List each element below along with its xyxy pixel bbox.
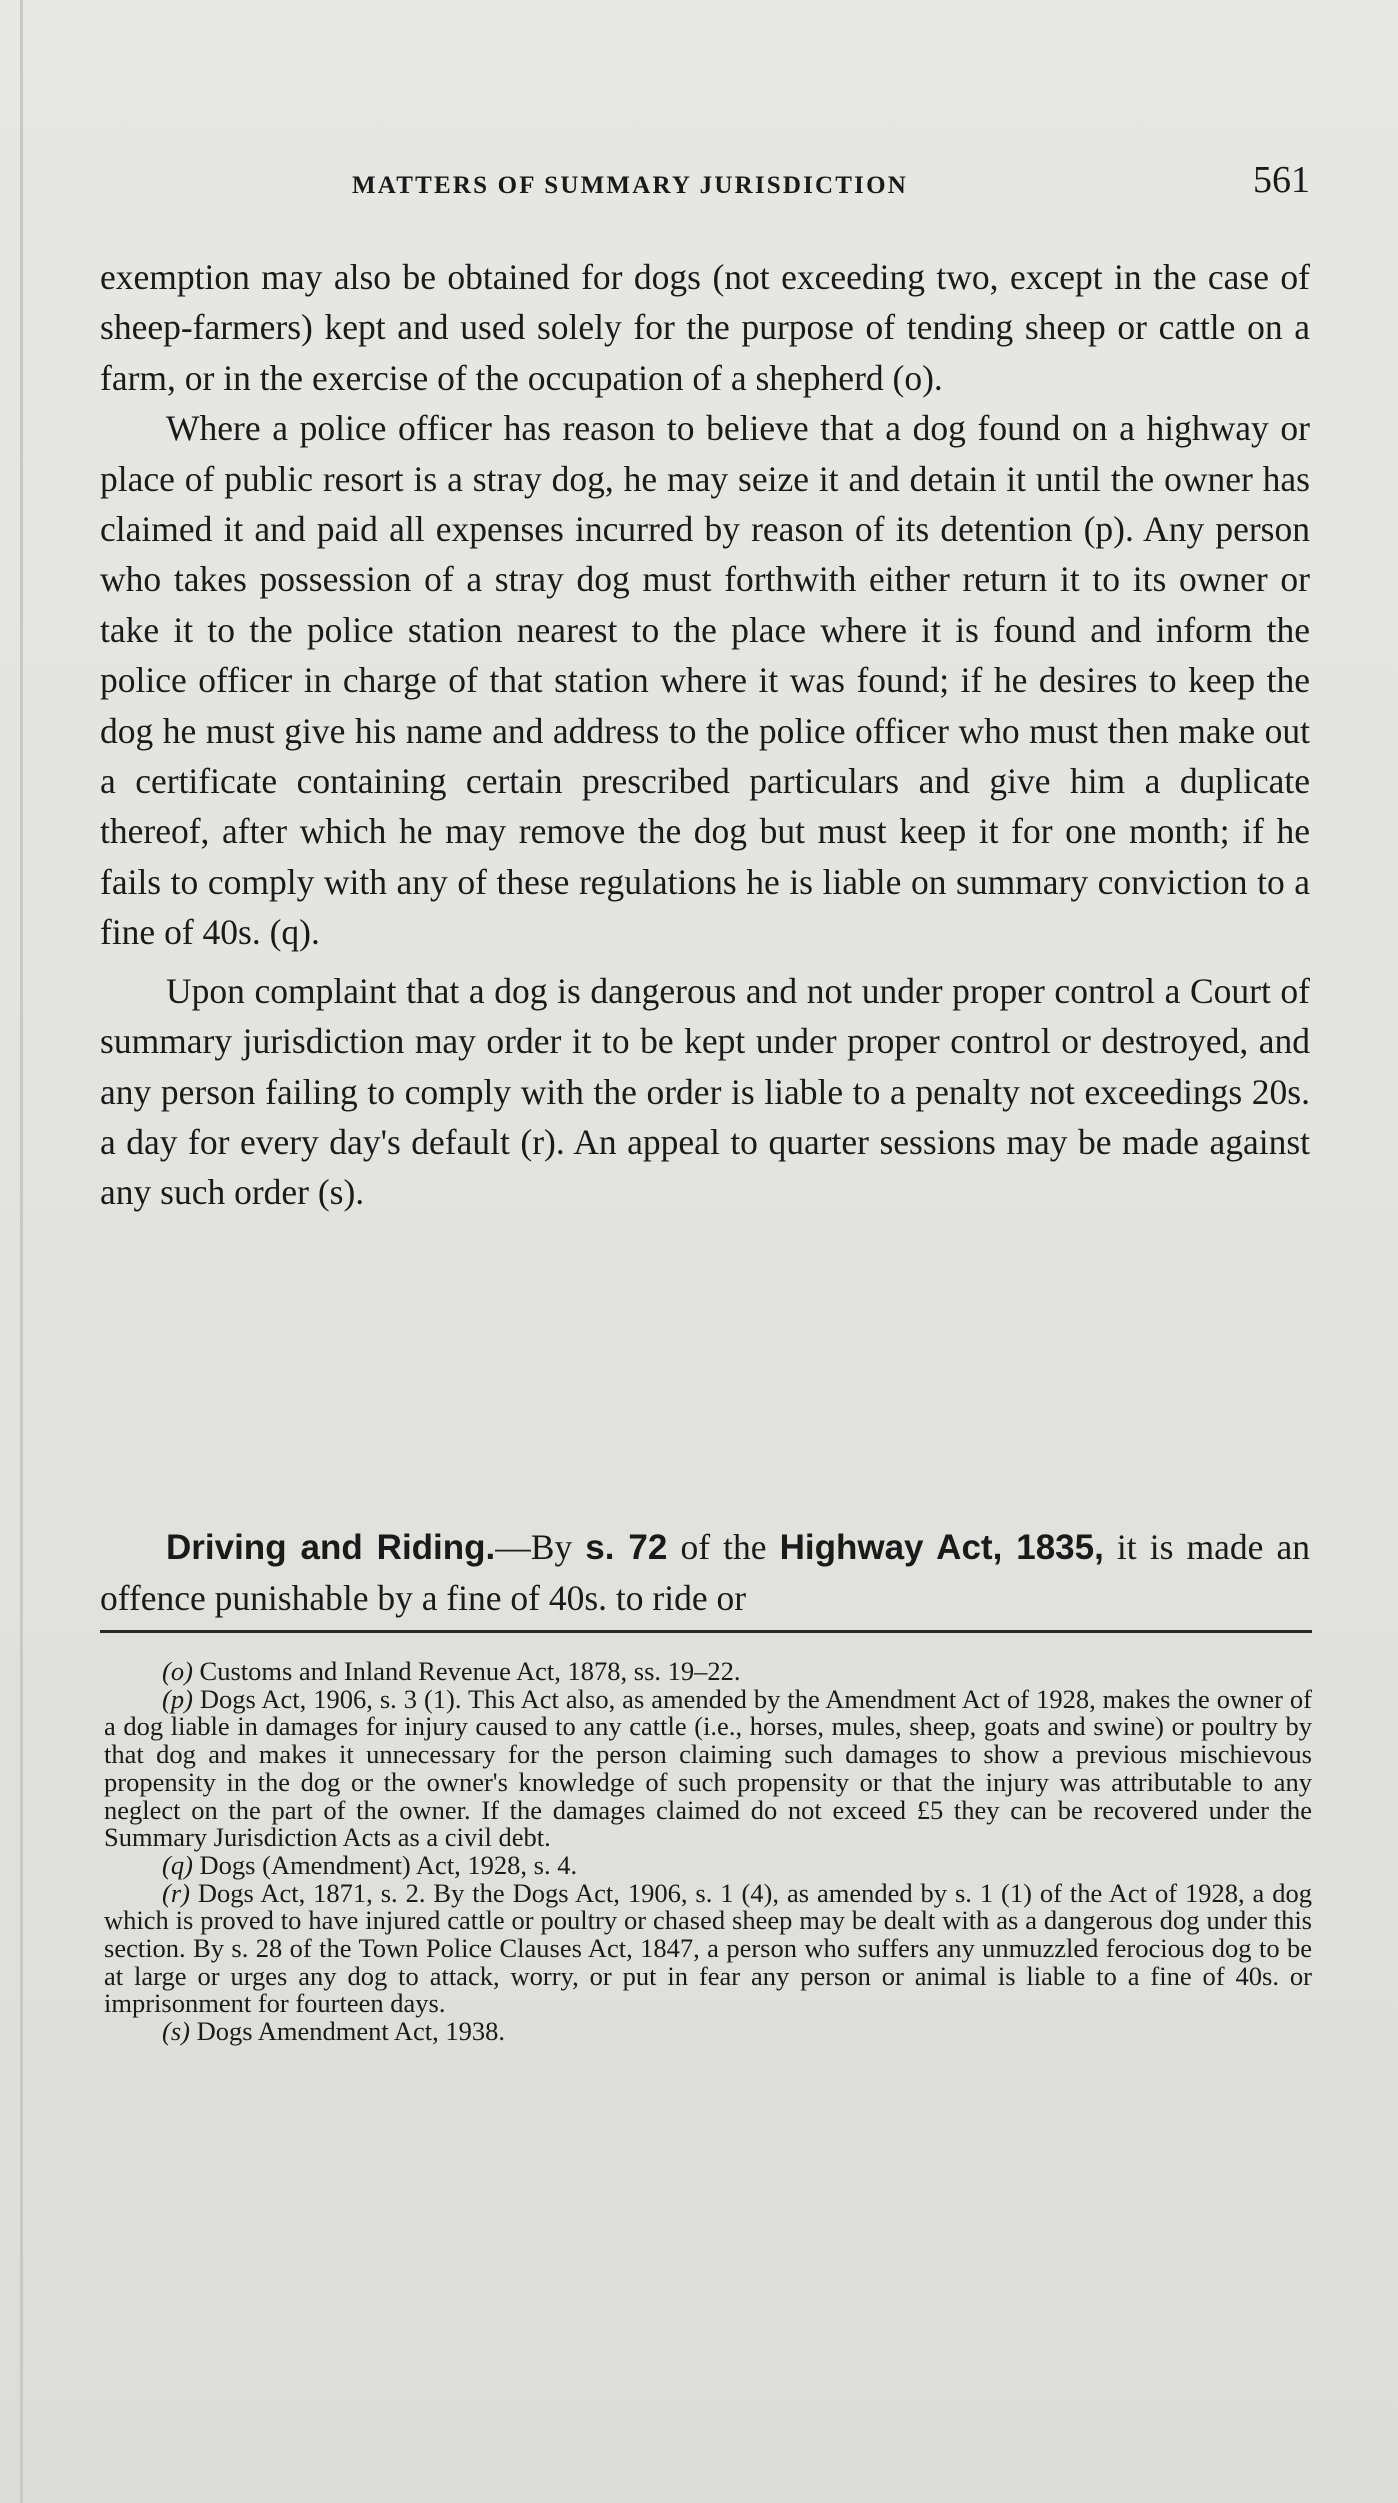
section-driving-riding bbox=[100, 1522, 1310, 1624]
footnote-mark: (p) bbox=[162, 1683, 193, 1714]
footnote-q bbox=[104, 1849, 1312, 1880]
footnote-mark: (q) bbox=[162, 1849, 193, 1880]
footnote-o bbox=[104, 1658, 1312, 1686]
section-ref: s. 72 bbox=[585, 1528, 668, 1567]
page-header bbox=[100, 158, 1310, 208]
footnote-text: Dogs Act, 1871, s. 2. By the Dogs Act, 1906, s. 1 (4), as amended by s. 1 (1) of the Act of 1928, a dog which is proved to have injured cattle or poultry or chased sheep may be dealt with as a dangerous dog under this section. By s. 28 of the Town Police Clauses Act, 1847, a person who suffers any unmuzzled ferocious dog to be at large or urges any dog to attack, worry, or put in fear any person or animal is liable to a fine of 40s. or imprisonment for fourteen days. bbox=[104, 1877, 1312, 2019]
footnotes bbox=[104, 1658, 1312, 2046]
page-number: 561 bbox=[1253, 159, 1310, 201]
footnote-text: Dogs Act, 1906, s. 3 (1). This Act also, as amended by the Amendment Act of 1928, makes the owner of a dog liable in damages for injury caused to any cattle (i.e., horses, mules, sheep, goats and swine) or poultry by that dog and makes it unnecessary for the person claiming such damages to show a previous mischievous propensity in the dog or the owner's knowledge of such propensity or that the injury was attributable to any neglect on the part of the owner. If the damages claimed do not exceed £5 they can be recovered under the Summary Jurisdiction Acts as a civil debt. bbox=[104, 1683, 1312, 1853]
section-rest: it is made an offence punishable by a fine of 40s. to ride or bbox=[100, 1527, 1310, 1619]
paragraph-exemption: exemption may also be obtained for dogs (not exceeding two, except in the case of sheep-farmers) kept and used solely for the purpose of tending sheep or cattle on a farm, or in the exercise of the occupation of a shepherd (o). bbox=[100, 257, 1310, 398]
section-heading: Driving and Riding. bbox=[166, 1528, 496, 1567]
section-lead: —By bbox=[495, 1527, 586, 1567]
footnote-mark: (o) bbox=[162, 1656, 193, 1686]
footnote-text: Customs and Inland Revenue Act, 1878, ss. 19–22. bbox=[192, 1656, 741, 1686]
footnote-mark: (r) bbox=[162, 1877, 190, 1908]
footnote-mark: (s) bbox=[162, 2016, 190, 2047]
footnote-divider bbox=[100, 1630, 1312, 1633]
footnote-s bbox=[104, 2018, 1312, 2046]
act-name: Highway Act, 1835, bbox=[779, 1528, 1104, 1567]
running-head: MATTERS OF SUMMARY JURISDICTION bbox=[352, 172, 909, 199]
footnote-text: Dogs (Amendment) Act, 1928, s. 4. bbox=[192, 1849, 578, 1880]
paragraph-dangerous-dogs: Upon complaint that a dog is dangerous and not under proper control a Court of summary jurisdiction may order it to be kept under proper control or destroyed, and any person failing to comply with the order is liable to a penalty not exceedings 20s. a day for every day's default (r). An appeal to quarter sessions may be made against any such order (s). bbox=[100, 970, 1310, 1213]
section-mid: of the bbox=[667, 1527, 780, 1567]
paragraph-stray-dogs: Where a police officer has reason to believe that a dog found on a highway or place of public resort is a stray dog, he may seize it and detain it until the owner has claimed it and paid all expenses incurred by reason of its detention (p). Any person who takes possession of a stray dog must forthwith either return it to its owner or take it to the police station nearest to the place where it is found and inform the police officer in charge of that station where it was found; if he desires to keep the dog he must give his name and address to the police officer who must then make out a certificate containing certain prescribed particulars and give him a duplicate thereof, after which he may remove the dog but must keep it for one month; if he fails to comply with any of these regulations he is liable on summary conviction to a fine of 40s. (q). bbox=[100, 408, 1310, 953]
body-text bbox=[100, 252, 1310, 1218]
footnote-p bbox=[104, 1683, 1312, 1853]
footnote-r bbox=[104, 1877, 1312, 2019]
footnote-text: Dogs Amendment Act, 1938. bbox=[189, 2016, 506, 2047]
